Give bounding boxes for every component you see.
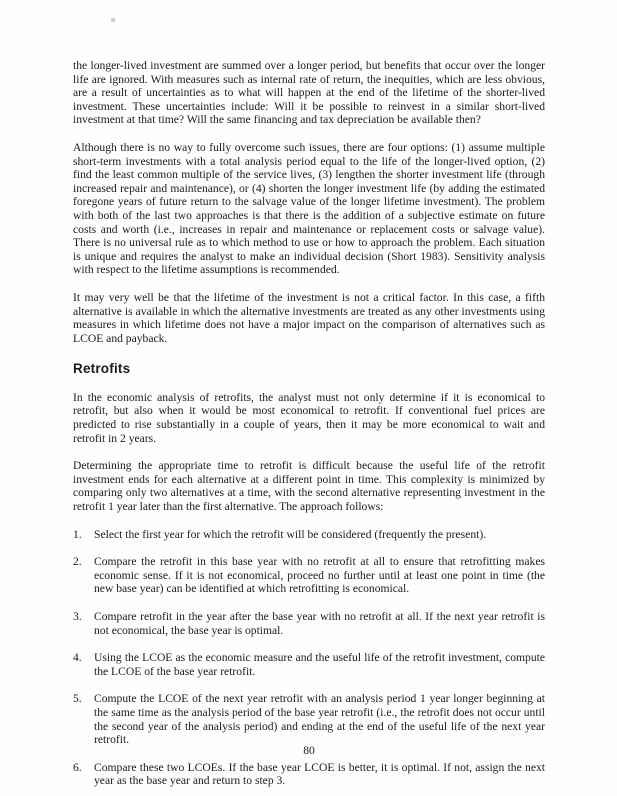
list-item-text: Compare retrofit in the year after the base year with no retrofit at all. If the next year retrofit is not economical, the base year is optimal. [94, 610, 545, 637]
section-heading-retrofits: Retrofits [73, 361, 131, 377]
list-item-text: Select the first year for which the retrofit will be considered (frequently the present). [94, 527, 487, 541]
list-item [73, 610, 545, 637]
list-item-text: Compare the retrofit in this base year with no retrofit at all to ensure that retrofitting makes economic sense. If it is not economical, proceed no further until at least one point in time (the new base year) can be identified at which retrofitting is economical. [94, 555, 545, 596]
paragraph-fifth-alternative: It may very well be that the lifetime of the investment is not a critical factor. In this case, a fifth alternative is available in which the alternative investments are treated as any other investments using measures in which lifetime does not have a major impact on the comparison of alternatives such as LCOE and payback. [73, 290, 545, 345]
paragraph-longer-lived: the longer-lived investment are summed over a longer period, but benefits that occur over the longer life are ignored. With measures such as internal rate of return, the inequities, which are less obvious, are a result of uncertainties as to what will happen at the end of the lifetime of the shorter-lived investment. These uncertainties include: Will it be possible to reinvest in a similar short-lived investment at that time? Will the same financing and tax depreciation be available then? [73, 59, 545, 127]
list-item-number: 2. [73, 555, 82, 569]
paragraph-economic-analysis: In the economic analysis of retrofits, the analyst must not only determine if it is economical to retrofit, but also when it would be most economical to retrofit. If conventional fuel prices are predicted to rise substantially in a couple of years, then it may be more economical to wait and retrofit in 2 years. [73, 390, 545, 445]
list-item [73, 761, 545, 788]
list-item-number: 3. [73, 610, 82, 623]
paragraph-determining-time: Determining the appropriate time to retrofit is difficult because the useful life of the retrofit investment ends for each alternative at a different point in time. This complexity is minimized by comparing only two alternatives at a time, with the second alternative representing investment in the retrofit 1 year later than the first alternative. The approach follows: [73, 459, 545, 514]
page-number: 80 [303, 744, 315, 757]
scan-artifact-dot [111, 18, 115, 22]
list-item [73, 692, 545, 746]
list-item [73, 555, 545, 596]
list-item-number: 6. [73, 760, 82, 774]
list-item [73, 651, 545, 678]
list-item [73, 528, 545, 542]
list-item-text: Compute the LCOE of the next year retrofit with an analysis period 1 year longer beginning at the same time as the analysis period of the base year retrofit (i.e., the retrofit does not occur until the second year of the analysis period) and ending at the end of the useful life of the next year retrofit. [94, 692, 545, 747]
list-item-text: Compare these two LCOEs. If the base year LCOE is better, it is optimal. If not, assign the next year as the base year and return to step 3. [94, 760, 545, 788]
list-item-text: Using the LCOE as the economic measure and the useful life of the retrofit investment, compute the LCOE of the base year retrofit. [94, 651, 545, 678]
paragraph-four-options: Although there is no way to fully overcome such issues, there are four options: (1) assume multiple short-term investments with a total analysis period equal to the life of the longer-lived option, (2) find the least common multiple of the service lives, (3) lengthen the shorter investment life (through increased repair and maintenance), or (4) shorten the longer investment life (by adding the estimated foregone years of future return to the salvage value of the longer lifetime investment). The problem with both of the last two approaches is that there is the addition of a subjective estimate on future costs and worth (i.e., increases in repair and maintenance or replacement costs or salvage value). There is no universal rule as to which method to use or how to approach the problem. Each situation is unique and requires the analyst to make an individual decision (Short 1983). Sensitivity analysis with respect to the lifetime assumptions is recommended. [73, 140, 545, 277]
list-item-number: 4. [73, 651, 82, 665]
list-item-number: 5. [73, 692, 82, 706]
list-item-number: 1. [73, 527, 82, 541]
